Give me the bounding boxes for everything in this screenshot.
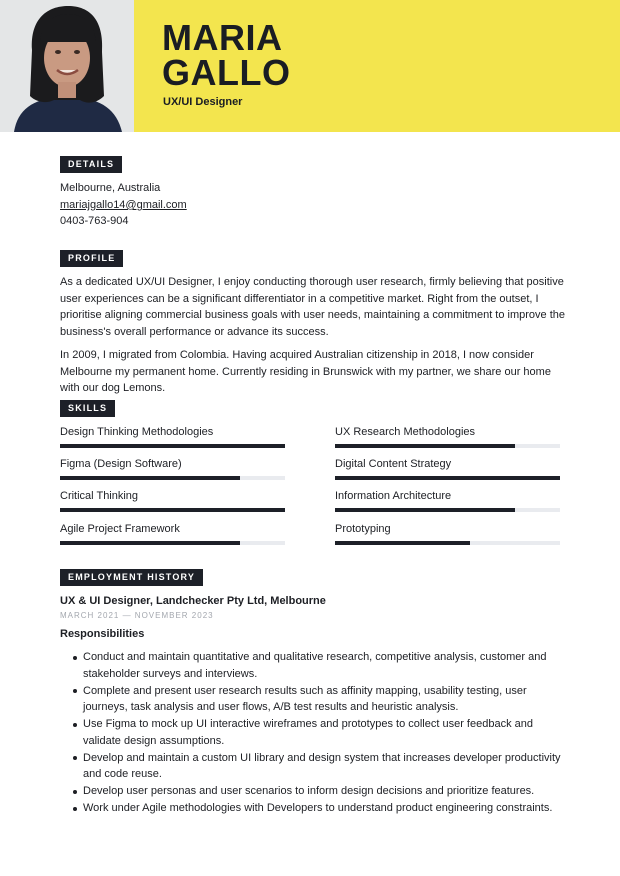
bullet-icon bbox=[73, 723, 77, 727]
job-dates: MARCH 2021 — NOVEMBER 2023 bbox=[60, 611, 214, 620]
list-item-text: Develop and maintain a custom UI library and design system that increases developer productivity and code reuse. bbox=[83, 751, 561, 781]
skill-label: UX Research Methodologies bbox=[335, 426, 476, 438]
bullet-icon bbox=[73, 790, 77, 794]
location-text: Melbourne, Australia bbox=[60, 182, 161, 194]
job-title: UX & UI Designer, Landchecker Pty Ltd, Melbourne bbox=[60, 595, 326, 607]
skill-bar-fill bbox=[335, 541, 470, 545]
skill-label: Critical Thinking bbox=[60, 490, 139, 502]
skill-item bbox=[60, 522, 285, 545]
list-item-text: Develop user personas and user scenarios to inform design decisions and prioritize features. bbox=[83, 785, 535, 798]
list-item bbox=[60, 716, 565, 749]
list-item bbox=[60, 649, 565, 682]
profile-paragraph-1: As a dedicated UX/UI Designer, I enjoy conducting thorough user research, firmly believing that positive user experiences can be a significant differentiator in a competitive market. Right from the outset, I prioritise aligning commercial business goals with user needs, maintaining a commitment to improve the business's overall performance or advance its success. bbox=[60, 276, 566, 338]
skill-bar-fill bbox=[335, 444, 515, 448]
profile-photo bbox=[0, 0, 134, 132]
email-link[interactable]: mariajgallo14@gmail.com bbox=[60, 199, 187, 211]
skill-bar-fill bbox=[335, 508, 515, 512]
skills-heading: SKILLS bbox=[60, 400, 115, 417]
skill-label: Prototyping bbox=[335, 523, 391, 535]
skill-bar bbox=[335, 444, 560, 448]
skill-item bbox=[60, 457, 285, 480]
skill-item bbox=[60, 425, 285, 448]
list-item bbox=[60, 800, 565, 817]
skill-bar bbox=[335, 508, 560, 512]
first-name: MARIA bbox=[162, 17, 283, 58]
list-item-text: Complete and present user research results such as affinity mapping, usability testing, user journeys, task analysis and user flows, A/B test results and heuristic analysis. bbox=[83, 684, 527, 714]
list-item-text: Use Figma to mock up UI interactive wireframes and prototypes to collect user feedback and validate design assumptions. bbox=[83, 718, 533, 747]
details-heading: DETAILS bbox=[60, 156, 122, 173]
skill-bar-fill bbox=[335, 476, 560, 480]
list-item-text: Work under Agile methodologies with Developers to understand product engineering constraints. bbox=[83, 802, 553, 815]
skill-bar bbox=[60, 444, 285, 448]
phone-text: 0403-763-904 bbox=[60, 215, 129, 227]
responsibilities-list bbox=[60, 649, 565, 817]
skill-bar-fill bbox=[60, 476, 240, 480]
profile-paragraph-2: In 2009, I migrated from Colombia. Having acquired Australian citizenship in 2018, I now consider Melbourne my permanent home. Currently residing in Brunswick with my partner, we share our home with our dog Lemons. bbox=[60, 349, 551, 395]
list-item-text: Conduct and maintain quantitative and qualitative research, competitive analysis, customer and stakeholder surveys and interviews. bbox=[83, 651, 547, 680]
list-item bbox=[60, 683, 565, 716]
list-item bbox=[60, 783, 565, 800]
skill-bar bbox=[60, 541, 285, 545]
skill-item bbox=[335, 489, 560, 512]
skill-bar bbox=[60, 508, 285, 512]
skill-label: Information Architecture bbox=[335, 490, 452, 502]
skill-item bbox=[335, 457, 560, 480]
skill-item bbox=[335, 425, 560, 448]
skill-bar bbox=[335, 476, 560, 480]
candidate-name bbox=[162, 17, 291, 93]
skill-bar-fill bbox=[60, 444, 285, 448]
skill-item bbox=[60, 489, 285, 512]
skill-bar bbox=[335, 541, 560, 545]
last-name: GALLO bbox=[162, 52, 291, 93]
skill-item bbox=[335, 522, 560, 545]
skill-label: Digital Content Strategy bbox=[335, 458, 452, 470]
employment-heading: EMPLOYMENT HISTORY bbox=[60, 569, 203, 586]
skill-label: Design Thinking Methodologies bbox=[60, 426, 214, 438]
bullet-icon bbox=[73, 689, 77, 693]
bullet-icon bbox=[73, 756, 77, 760]
skill-bar-fill bbox=[60, 541, 240, 545]
skill-label: Figma (Design Software) bbox=[60, 458, 182, 470]
profile-heading: PROFILE bbox=[60, 250, 123, 267]
bullet-icon bbox=[73, 656, 77, 660]
list-item bbox=[60, 750, 565, 783]
skill-bar-fill bbox=[60, 508, 285, 512]
job-role: UX/UI Designer bbox=[163, 96, 243, 108]
skill-bar bbox=[60, 476, 285, 480]
skill-label: Agile Project Framework bbox=[60, 523, 180, 535]
bullet-icon bbox=[73, 807, 77, 811]
responsibilities-label: Responsibilities bbox=[60, 628, 145, 640]
